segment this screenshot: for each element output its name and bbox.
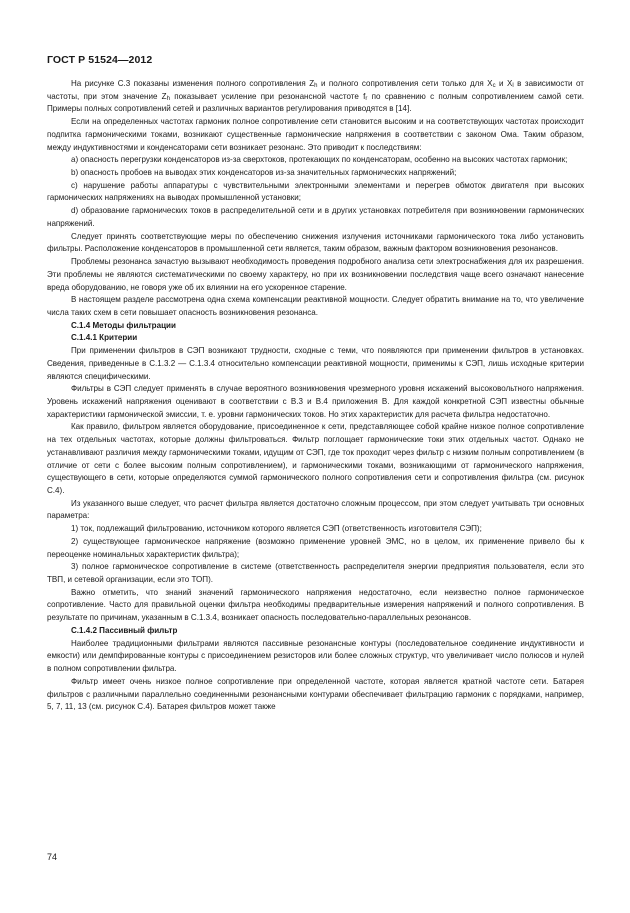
paragraph: При применении фильтров в СЭП возникают трудности, сходные с теми, что появляются при применении фильтров в установках. Сведения, приведенные в С.1.3.2 — С.1.3.4 относительно компенсации реактивной мощности, применимы к СЭП, лишь исходные критерии являются специфическими.: [47, 346, 584, 381]
section-heading: С.1.4 Методы фильтрации: [71, 320, 176, 330]
list-item: b) опасность пробоев на выводах этих конденсаторов из-за значительных гармонических напряжений;: [71, 168, 457, 178]
paragraph: Если на определенных частотах гармоник полное сопротивление сети становится высоким и на соответствующих частотах происходит подпитка гармоническими токами, возникают существенные гармонические напряжения в соответствии с законом Ома. Таким образом, между индуктивностями и конденсаторами сети возникает резонанс. Это приводит к последствиям:: [47, 117, 584, 152]
list-item: а) опасность перегрузки конденсаторов из-за сверхтоков, протекающих по конденсаторам, особенно на высоких частотах гармоник;: [71, 155, 568, 165]
paragraph: На рисунке С.3 показаны изменения полного сопротивления $Z_h$ и полного сопротивления сети только для $X_c$ и $X_l$ в зависимости от частоты, при этом значение $Z_h$ показывает усиление при резонансной частоте $f_r$ по сравнению с полным сопротивлением самой сети. Примеры полных сопротивлений сетей и различных вариантов регулирования приводятся в [14].: [47, 79, 585, 114]
list-item: 1) ток, подлежащий фильтрованию, источником которого является СЭП (ответственность изготовителя СЭП);: [71, 524, 482, 534]
paragraph: Из указанного выше следует, что расчет фильтра является достаточно сложным процессом, при этом следует учитывать три основных параметра:: [47, 498, 584, 521]
paragraph: Наиболее традиционными фильтрами являются пассивные резонансные контуры (последовательное соединение индуктивности и емкости) или демпфированные контуры с присоединением резисторов или более сложных структур, что увеличивает число полюсов и нулей в полном сопротивлении фильтра.: [47, 638, 584, 674]
paragraph: Следует принять соответствующие меры по обеспечению снижения излучения источниками гармонического тока либо установить фильтры. Расположение конденсаторов в промышленной сети является, таким образом, важным фактором возникновения резонансов.: [47, 231, 584, 254]
paragraph: Фильтры в СЭП следует применять в случае вероятного возникновения чрезмерного уровня искажений высоковольтного напряжения. Уровень искажений напряжения оценивают в соответствии с В.3 и В.4 приложения В. Для каждой конкретной СЭП известны обычные характеристики гармонической эмиссии, т. е. уровни гармонических токов. Но этих характеристик для расчета фильтра недостаточно.: [47, 384, 584, 419]
subsection-heading: С.1.4.1 Критерии: [71, 333, 138, 343]
subsection-heading: С.1.4.2 Пассивный фильтр: [71, 625, 178, 635]
paragraph: Проблемы резонанса зачастую вызывают необходимость проведения подробного анализа сети электроснабжения для их разрешения. Эти проблемы не являются систематическими по своему характеру, но при их возникновении последствия чаще всего означают нанесение вреда оборудованию, не говоря уже об их влиянии на его ускоренное старение.: [47, 257, 584, 292]
document-body: [47, 78, 584, 714]
paragraph: Как правило, фильтром является оборудование, присоединенное к сети, представляющее собой крайне низкое полное сопротивление на тех отдельных частотах, которые должны фильтроваться. Фильтр поглощает гармонические токи этих отдельных частот. Однако не устанавливают различия между гармоническими токами, идущим от СЭП, где ток проходит через фильтр с низким полным сопротивлением (в отличие от сети с более высоким полным сопротивлением), и гармоническими токами, возникающими от гармонического напряжения, существующего в сети, которые определяются суммой гармонического полного сопротивления сети и сопротивления фильтра (см. рисунок С.4).: [47, 422, 584, 495]
paragraph: Важно отметить, что знаний значений гармонического напряжения недостаточно, если неизвестно полное гармоническое сопротивление. Часто для правильной оценки фильтра необходимы предварительные измерения напряжений и полного сопротивления. В результате по причинам, указанным в С.1.3.4, возникает опасность последовательно-параллельных резонансов.: [47, 587, 584, 623]
paragraph: В настоящем разделе рассмотрена одна схема компенсации реактивной мощности. Следует обратить внимание на то, что увеличение числа таких схем в сети повышает опасность возникновения резонанса.: [47, 295, 584, 317]
paragraph: Фильтр имеет очень низкое полное сопротивление при определенной частоте, которая является кратной частоте сети. Батарея фильтров с различными параллельно соединенными резонансными контурами обеспечивает фильтрацию гармоник с порядками, например, 5, 7, 11, 13 (см. рисунок С.4). Батарея фильтров может также: [47, 676, 584, 712]
page-number: 74: [47, 852, 58, 862]
list-item: с) нарушение работы аппаратуры с чувствительными электронными элементами и перегрев обмоток двигателя при высоких гармонических напряжениях на выводах промышленной установки;: [47, 180, 584, 203]
list-item: 2) существующее гармоническое напряжение (возможно применение уровней ЭМС, но в целом, их применение привело бы к переоценке номинальных характеристик фильтра);: [47, 536, 584, 559]
document-header: ГОСТ Р 51524—2012: [47, 54, 153, 66]
list-item: 3) полное гармоническое сопротивление в системе (ответственность распределителя энергии предприятия пользователя, если это ТВП, и сетевой организации, если это ТОП).: [47, 562, 584, 585]
list-item: d) образование гармонических токов в распределительной сети и в других установках потребителя при возникновении гармонических напряжений.: [47, 206, 584, 228]
